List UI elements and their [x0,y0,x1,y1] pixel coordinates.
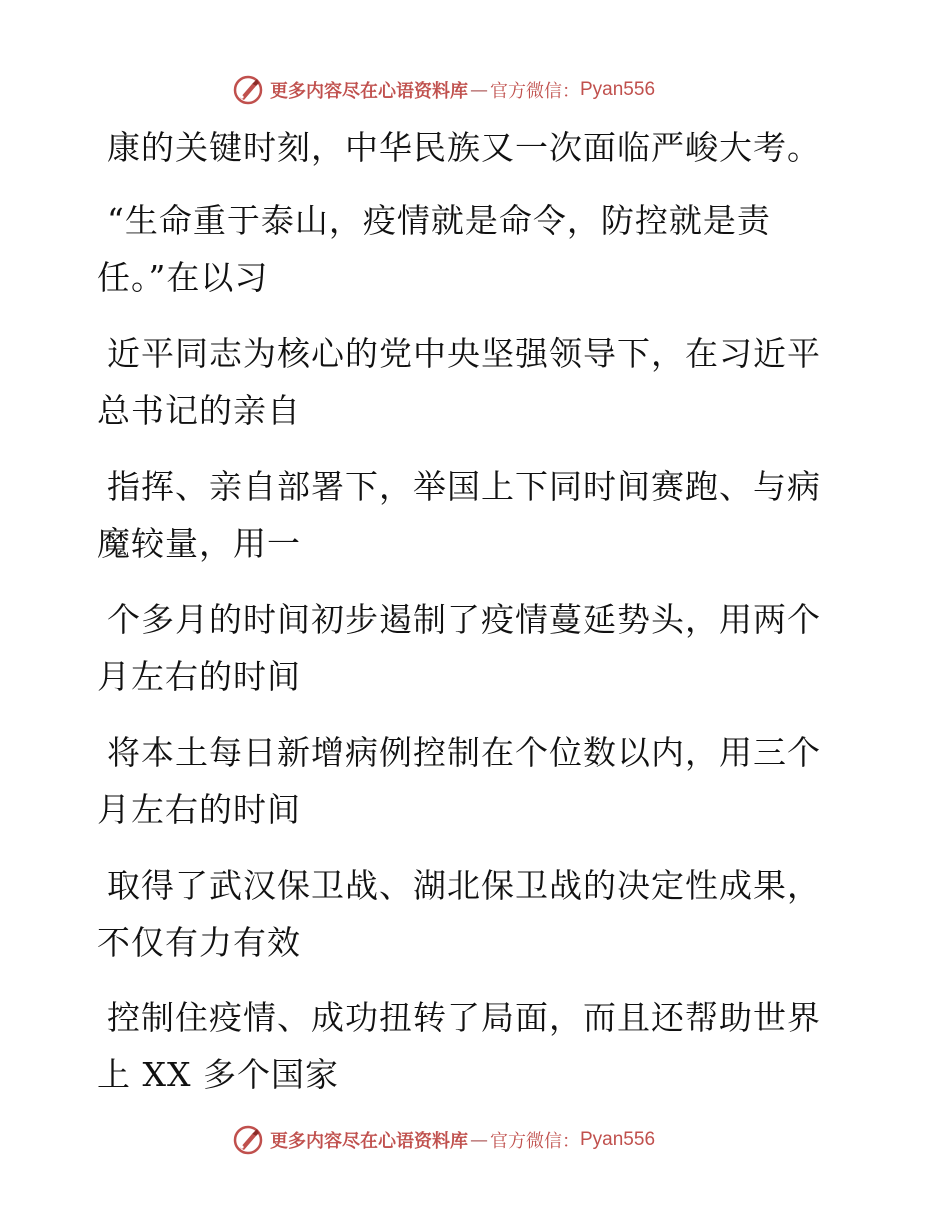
watermark-dash: — [470,79,488,101]
pen-logo-icon [232,1124,264,1156]
text-line: 上 XX 多个国家 [97,1055,339,1094]
text-line: 月左右的时间 [97,790,301,829]
footer-watermark [232,1120,732,1160]
watermark-text: 更多内容尽在心语资料库 [270,81,468,102]
text-line: 康的关键时刻，中华民族又一次面临严峻大考。 [107,128,821,167]
watermark-wechat-label: 官方微信： [490,81,580,102]
text-line: 总书记的亲自 [97,391,301,430]
text-line: 指挥、亲自部署下，举国上下同时间赛跑、与病 [107,467,821,506]
text-line: 将本土每日新增病例控制在个位数以内，用三个 [107,733,821,772]
watermark-dash: — [470,1129,488,1151]
watermark-wechat-id: Pyan556 [580,79,656,100]
watermark-wechat-label: 官方微信： [490,1131,580,1152]
text-line: 魔较量，用一 [97,524,301,563]
header-watermark [232,70,732,110]
text-line: 任。”在以习 [97,258,269,297]
text-line: 近平同志为核心的党中央坚强领导下，在习近平 [107,334,821,373]
text-line: 控制住疫情、成功扭转了局面，而且还帮助世界 [107,998,821,1037]
text-line: 月左右的时间 [97,657,301,696]
text-line: 取得了武汉保卫战、湖北保卫战的决定性成果， [107,866,821,905]
text-line: 个多月的时间初步遏制了疫情蔓延势头，用两个 [107,600,821,639]
text-line: 不仅有力有效 [97,923,301,962]
watermark-text: 更多内容尽在心语资料库 [270,1131,468,1152]
pen-logo-icon [232,74,264,106]
text-line: “生命重于泰山，疫情就是命令，防控就是责 [107,201,771,240]
watermark-wechat-id: Pyan556 [580,1129,656,1150]
